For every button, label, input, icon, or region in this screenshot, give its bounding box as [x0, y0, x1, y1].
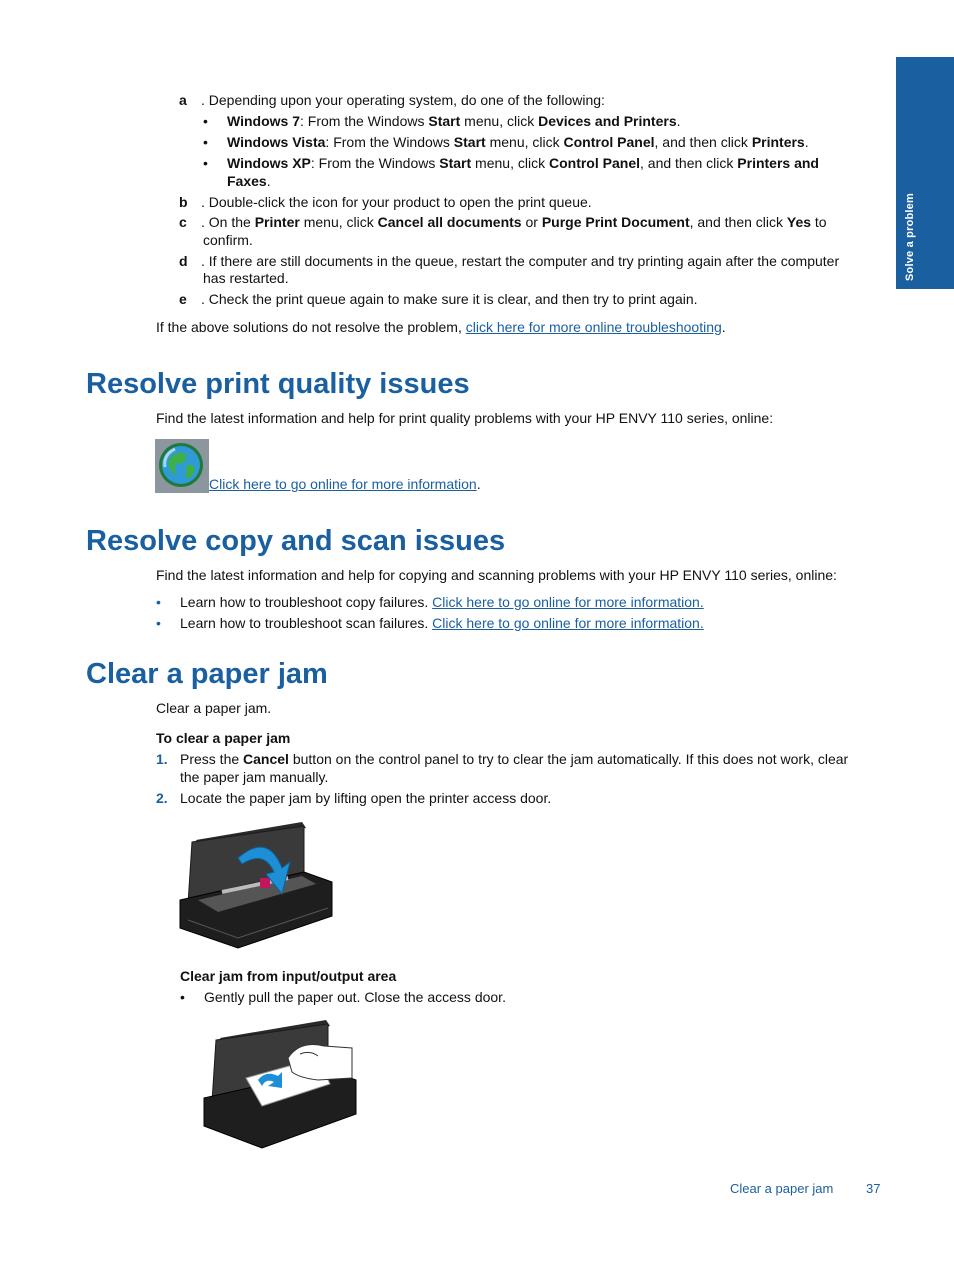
step-1: 1. Press the Cancel button on the control panel to try to clear the jam automatically. If this does not work, clear	[156, 751, 849, 767]
step-b: b . Double-click the icon for your product to open the print queue.	[179, 194, 592, 210]
bullet-windows-vista: • Windows Vista: From the Windows Start menu, click Control Panel, and then click Printers.	[203, 134, 809, 150]
copy-scan-text: Find the latest information and help for copying and scanning problems with your HP ENVY 110 series, online:	[156, 567, 837, 583]
step-c-cont: confirm.	[203, 232, 253, 248]
side-tab-label: Solve a problem	[904, 193, 916, 281]
heading-paper-jam: Clear a paper jam	[86, 658, 328, 690]
fallback-line: If the above solutions do not resolve the problem, click here for more online troubleshooting.	[156, 319, 726, 335]
bullet-windows-xp-cont: Faxes.	[227, 173, 271, 189]
sub-item: • Gently pull the paper out. Close the access door.	[180, 989, 506, 1005]
copy-failures-link[interactable]: Click here to go online for more information.	[432, 594, 704, 610]
globe-icon[interactable]	[155, 439, 209, 493]
footer-section: Clear a paper jam	[730, 1181, 834, 1196]
print-quality-online-link[interactable]: Click here to go online for more information	[209, 476, 477, 492]
paper-jam-intro: Clear a paper jam.	[156, 700, 272, 716]
step-c: c . On the Printer menu, click Cancel all documents or Purge Print Document, and then click Yes to	[179, 214, 827, 230]
step-d-cont: has restarted.	[203, 270, 289, 286]
list-item-copy: • Learn how to troubleshoot copy failures. Click here to go online for more information.	[156, 594, 704, 610]
step-1-cont: the paper jam manually.	[180, 769, 329, 785]
footer-page-number: 37	[866, 1181, 881, 1196]
printer-pull-paper-illustration	[200, 1018, 358, 1150]
list-item-scan: • Learn how to troubleshoot scan failures. Click here to go online for more information.	[156, 615, 704, 631]
step-e: e . Check the print queue again to make sure it is clear, and then try to print again.	[179, 291, 698, 307]
heading-print-quality: Resolve print quality issues	[86, 368, 470, 400]
step-d: d . If there are still documents in the queue, restart the computer and try printing again after the computer	[179, 253, 840, 269]
bullet-windows-xp: • Windows XP: From the Windows Start menu, click Control Panel, and then click Printers and	[203, 155, 819, 171]
scan-failures-link[interactable]: Click here to go online for more information.	[432, 615, 704, 631]
sub-title: Clear jam from input/output area	[180, 968, 397, 984]
print-quality-link-line: Click here to go online for more information.	[209, 476, 481, 492]
bullet-windows7: • Windows 7: From the Windows Start menu, click Devices and Printers.	[203, 113, 681, 129]
print-quality-text: Find the latest information and help for print quality problems with your HP ENVY 110 series, online:	[156, 410, 774, 426]
online-troubleshooting-link[interactable]: click here for more online troubleshooting	[465, 319, 722, 335]
printer-door-open-illustration	[178, 820, 334, 950]
side-tab	[896, 57, 954, 289]
step-2: 2. Locate the paper jam by lifting open the printer access door.	[156, 790, 552, 806]
procedure-title: To clear a paper jam	[156, 730, 291, 746]
heading-copy-scan: Resolve copy and scan issues	[86, 525, 506, 557]
step-a: a . Depending upon your operating system, do one of the following:	[179, 92, 605, 108]
